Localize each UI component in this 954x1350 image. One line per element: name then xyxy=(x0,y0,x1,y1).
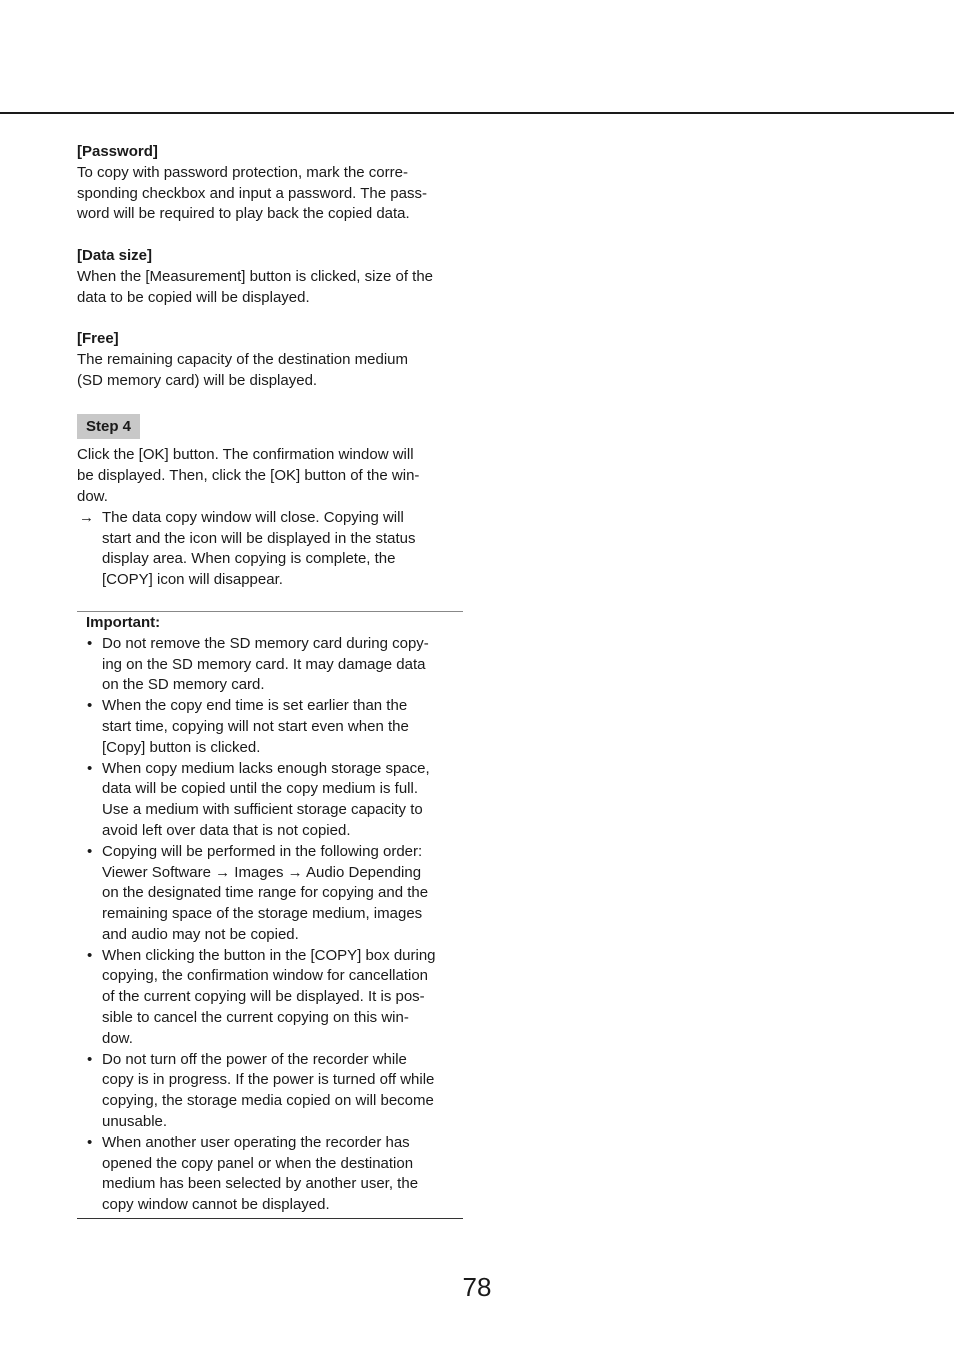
list-item-line: sible to cancel the current copying on this win- xyxy=(102,1009,409,1027)
data-size-line: data to be copied will be displayed. xyxy=(77,288,310,306)
page-number: 78 xyxy=(462,1272,492,1302)
list-item-line: When copy medium lacks enough storage space, xyxy=(102,759,430,777)
free-section xyxy=(77,329,463,391)
password-line: word will be required to play back the copied data. xyxy=(77,205,410,223)
list-item-line: ing on the SD memory card. It may damage data xyxy=(102,655,426,673)
list-item-line: dow. xyxy=(102,1029,133,1047)
password-line: To copy with password protection, mark the corre- xyxy=(77,163,408,181)
spacer xyxy=(77,225,463,246)
list-item-line: opened the copy panel or when the destination xyxy=(102,1154,414,1172)
list-item-line: and audio may not be copied. xyxy=(102,925,299,943)
data-size-heading: [Data size] xyxy=(77,246,153,264)
list-item-line: Use a medium with sufficient storage capacity to xyxy=(102,801,423,819)
list-item-line: Do not turn off the power of the recorder while xyxy=(102,1050,407,1068)
step4-line: dow. xyxy=(77,487,108,505)
list-item-line: avoid left over data that is not copied. xyxy=(102,821,351,839)
list-item-line: When clicking the button in the [COPY] box during xyxy=(102,946,436,964)
list-item xyxy=(77,696,463,758)
bullet-icon: • xyxy=(87,697,93,715)
step4-line: be displayed. Then, click the [OK] button of the win- xyxy=(77,467,420,485)
list-item-line: Do not remove the SD memory card during copy- xyxy=(102,634,429,652)
list-item-line: copying, the storage media copied on will become xyxy=(102,1092,434,1110)
list-item xyxy=(77,759,463,842)
free-line: The remaining capacity of the destination medium xyxy=(77,350,409,368)
password-heading: [Password] xyxy=(77,143,158,160)
list-item-line: When another user operating the recorder has xyxy=(102,1133,410,1151)
list-item-line: on the designated time range for copying and the xyxy=(102,884,429,902)
password-section xyxy=(77,142,463,225)
list-item-line: data will be copied until the copy medium is full. xyxy=(102,780,418,798)
step4-section xyxy=(77,412,463,591)
spacer xyxy=(77,392,463,413)
list-item xyxy=(77,1133,463,1216)
free-heading: [Free] xyxy=(77,330,119,348)
step4-result-line: [COPY] icon will disappear. xyxy=(102,571,283,589)
data-size-line: When the [Measurement] button is clicked, size of the xyxy=(77,267,434,285)
list-item xyxy=(77,1050,463,1133)
important-box xyxy=(77,611,463,1219)
list-item-line: start time, copying will not start even when the xyxy=(102,717,409,735)
bullet-icon: • xyxy=(87,634,93,652)
bullet-icon: • xyxy=(87,759,93,777)
list-item xyxy=(77,946,463,1050)
main-column xyxy=(77,142,463,1219)
bullet-icon: • xyxy=(87,842,93,860)
list-item-line: of the current copying will be displayed. It is pos- xyxy=(102,988,425,1006)
bullet-icon: • xyxy=(87,1133,93,1151)
list-item-line: Copying will be performed in the following order: xyxy=(102,842,423,860)
header-rule xyxy=(0,112,954,114)
list-item-line: copy window cannot be displayed. xyxy=(102,1196,330,1214)
list-item-line: on the SD memory card. xyxy=(102,676,265,694)
list-item-line: copying, the confirmation window for cancellation xyxy=(102,967,429,985)
bullet-icon: • xyxy=(87,946,93,964)
list-item-line: [Copy] button is clicked. xyxy=(102,738,261,756)
spacer xyxy=(77,308,463,329)
step4-result-line: display area. When copying is complete, the xyxy=(102,550,396,568)
list-item xyxy=(77,842,463,946)
list-item-line: copy is in progress. If the power is turned off while xyxy=(102,1071,435,1089)
step4-line: Click the [OK] button. The confirmation window will xyxy=(77,446,414,464)
step4-result xyxy=(77,508,463,591)
list-item-line: unusable. xyxy=(102,1113,168,1131)
step4-result-line: The data copy window will close. Copying will xyxy=(102,508,404,526)
arrow-right-icon: → xyxy=(79,508,94,526)
password-line: sponding checkbox and input a password. The pass- xyxy=(77,184,427,202)
list-item-line: When the copy end time is set earlier than the xyxy=(102,697,408,715)
important-title: Important: xyxy=(86,613,161,631)
list-item xyxy=(77,634,463,696)
important-list xyxy=(77,634,463,1216)
free-line: (SD memory card) will be displayed. xyxy=(77,371,318,389)
step4-result-line: start and the icon will be displayed in the status xyxy=(102,529,416,547)
list-item-line: medium has been selected by another user, the xyxy=(102,1175,419,1193)
step-badge: Step 4 xyxy=(77,414,140,439)
bullet-icon: • xyxy=(87,1050,93,1068)
list-item-line: Viewer Software → Images → Audio Depending xyxy=(102,863,422,881)
data-size-section xyxy=(77,246,463,308)
list-item-line: remaining space of the storage medium, images xyxy=(102,905,423,923)
